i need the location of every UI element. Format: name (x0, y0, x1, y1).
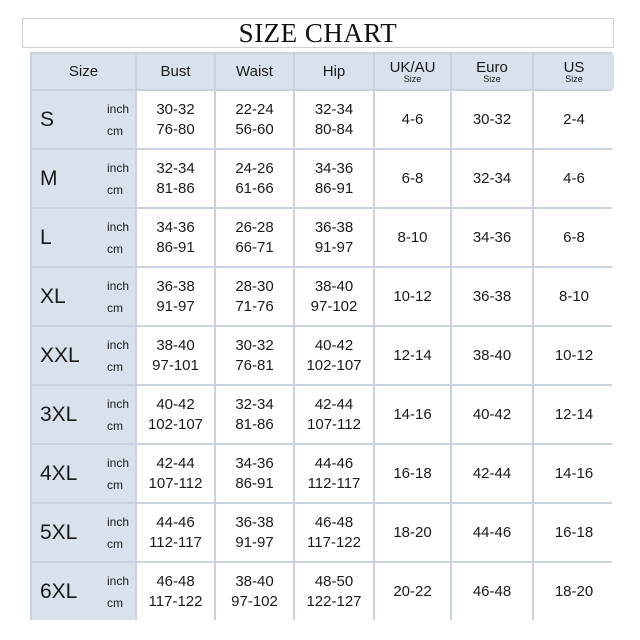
us-size-value: 18-20 (554, 582, 594, 600)
waist-cell (216, 327, 293, 384)
us-size-value: 2-4 (563, 110, 585, 128)
unit-cm-label: cm (106, 300, 123, 315)
page-title: SIZE CHART (238, 17, 398, 48)
waist-values (235, 513, 273, 553)
us-size-value: 4-6 (563, 169, 585, 187)
euro-size-value: 38-40 (472, 346, 512, 364)
waist-cm-value: 76-81 (235, 356, 274, 374)
hip-cm-value: 117-122 (307, 533, 361, 551)
hip-cell (295, 268, 373, 325)
waist-inch-value: 38-40 (235, 572, 274, 590)
euro-size-value: 40-42 (472, 405, 512, 423)
unit-labels (107, 216, 129, 260)
bust-inch-value: 30-32 (156, 100, 195, 118)
ukau-size-value: 16-18 (393, 464, 432, 482)
hip-cell (295, 386, 373, 443)
bust-inch-value: 32-34 (156, 159, 195, 177)
euro-size-value: 46-48 (472, 582, 512, 600)
bust-values (149, 572, 203, 612)
bust-inch-value: 34-36 (156, 218, 195, 236)
size-cell (32, 209, 135, 266)
hip-values (306, 336, 361, 376)
unit-inch-label: inch (106, 396, 129, 411)
waist-values (235, 395, 273, 435)
ukau-cell (375, 91, 450, 148)
unit-cm-label: cm (106, 536, 123, 551)
unit-labels (107, 275, 129, 319)
size-label: XXL (40, 343, 80, 367)
bust-cell (137, 386, 214, 443)
us-size-value: 10-12 (554, 346, 594, 364)
size-cell (32, 563, 135, 620)
waist-inch-value: 36-38 (235, 513, 274, 531)
waist-cm-value: 56-60 (235, 120, 274, 138)
bust-cm-value: 112-117 (149, 533, 202, 551)
size-cell (32, 327, 135, 384)
bust-cm-value: 81-86 (156, 179, 195, 197)
hip-values (307, 395, 361, 435)
ukau-cell (375, 150, 450, 207)
bust-values (156, 218, 194, 258)
waist-cm-value: 91-97 (235, 533, 274, 551)
unit-cm-label: cm (106, 477, 123, 492)
size-label: 3XL (40, 402, 78, 426)
us-cell (534, 445, 614, 502)
header-ukau: UK/AU Size (375, 54, 450, 89)
hip-inch-value: 40-42 (314, 336, 354, 354)
size-label: S (40, 107, 55, 131)
hip-cm-value: 107-112 (307, 415, 361, 433)
waist-cm-value: 66-71 (235, 238, 274, 256)
euro-cell (452, 327, 532, 384)
waist-values (235, 454, 273, 494)
euro-cell (452, 150, 532, 207)
size-cell (32, 268, 135, 325)
waist-cell (216, 445, 293, 502)
hip-inch-value: 46-48 (314, 513, 354, 531)
bust-inch-value: 46-48 (156, 572, 195, 590)
waist-cell (216, 386, 293, 443)
hip-values (315, 159, 353, 199)
unit-inch-label: inch (106, 337, 129, 352)
euro-cell (452, 268, 532, 325)
hip-cell (295, 563, 373, 620)
euro-cell (452, 91, 532, 148)
us-cell (534, 209, 614, 266)
bust-cell (137, 209, 214, 266)
size-cell (32, 386, 135, 443)
bust-values (148, 395, 203, 435)
bust-inch-value: 42-44 (156, 454, 195, 472)
us-size-value: 14-16 (554, 464, 594, 482)
bust-cell (137, 504, 214, 561)
hip-inch-value: 48-50 (314, 572, 354, 590)
header-us: US Size (534, 54, 614, 89)
hip-cell (295, 150, 373, 207)
ukau-size-value: 14-16 (393, 405, 432, 423)
unit-labels (107, 334, 129, 378)
euro-size-value: 30-32 (472, 110, 512, 128)
bust-inch-value: 36-38 (156, 277, 195, 295)
size-chart-table (30, 52, 612, 620)
ukau-cell (375, 563, 450, 620)
bust-cell (137, 150, 214, 207)
hip-values (308, 454, 361, 494)
bust-inch-value: 44-46 (156, 513, 195, 531)
size-cell (32, 445, 135, 502)
waist-cm-value: 97-102 (231, 592, 278, 610)
header-size: Size (32, 54, 135, 89)
waist-cell (216, 91, 293, 148)
unit-labels (107, 570, 129, 614)
hip-cm-value: 112-117 (307, 474, 361, 492)
hip-cm-value: 102-107 (306, 356, 362, 374)
euro-size-value: 42-44 (472, 464, 512, 482)
us-cell (534, 504, 614, 561)
unit-cm-label: cm (106, 241, 123, 256)
us-size-value: 12-14 (554, 405, 594, 423)
unit-labels (107, 511, 129, 555)
waist-inch-value: 32-34 (235, 395, 274, 413)
header-hip: Hip (295, 54, 373, 89)
unit-labels (107, 393, 129, 437)
waist-cell (216, 563, 293, 620)
header-euro: Euro Size (452, 54, 532, 89)
waist-inch-value: 22-24 (235, 100, 274, 118)
waist-inch-value: 34-36 (235, 454, 274, 472)
hip-cm-value: 122-127 (306, 592, 362, 610)
waist-inch-value: 26-28 (235, 218, 274, 236)
waist-cell (216, 504, 293, 561)
header-waist: Waist (216, 54, 293, 89)
us-cell (534, 150, 614, 207)
us-cell (534, 268, 614, 325)
waist-cm-value: 81-86 (235, 415, 274, 433)
ukau-cell (375, 209, 450, 266)
waist-cm-value: 61-66 (235, 179, 274, 197)
us-cell (534, 91, 614, 148)
size-label: XL (40, 284, 66, 308)
ukau-size-value: 20-22 (393, 582, 432, 600)
bust-values (156, 277, 194, 317)
unit-inch-label: inch (106, 219, 129, 234)
hip-inch-value: 36-38 (314, 218, 354, 236)
unit-cm-label: cm (106, 123, 123, 138)
hip-inch-value: 44-46 (314, 454, 354, 472)
hip-values (315, 100, 353, 140)
unit-inch-label: inch (106, 455, 129, 470)
bust-cell (137, 268, 214, 325)
euro-cell (452, 504, 532, 561)
ukau-cell (375, 268, 450, 325)
bust-cm-value: 117-122 (148, 592, 203, 610)
waist-cell (216, 268, 293, 325)
bust-cell (137, 563, 214, 620)
bust-cm-value: 97-101 (152, 356, 199, 374)
bust-cm-value: 107-112 (148, 474, 203, 492)
bust-cell (137, 445, 214, 502)
bust-values (156, 100, 194, 140)
bust-cell (137, 327, 214, 384)
hip-values (307, 513, 361, 553)
unit-inch-label: inch (106, 101, 129, 116)
ukau-size-value: 4-6 (401, 110, 424, 128)
bust-cm-value: 91-97 (156, 297, 195, 315)
euro-cell (452, 563, 532, 620)
hip-cell (295, 445, 373, 502)
ukau-cell (375, 386, 450, 443)
hip-inch-value: 32-34 (314, 100, 354, 118)
bust-cm-value: 102-107 (147, 415, 204, 433)
ukau-cell (375, 504, 450, 561)
ukau-size-value: 10-12 (393, 287, 432, 305)
bust-inch-value: 38-40 (156, 336, 195, 354)
waist-values (235, 100, 273, 140)
us-size-value: 16-18 (554, 523, 594, 541)
size-cell (32, 150, 135, 207)
waist-inch-value: 24-26 (235, 159, 274, 177)
unit-labels (107, 157, 129, 201)
ukau-size-value: 12-14 (393, 346, 432, 364)
bust-values (149, 454, 203, 494)
euro-size-value: 32-34 (472, 169, 512, 187)
hip-cell (295, 327, 373, 384)
size-cell (32, 91, 135, 148)
ukau-size-value: 18-20 (393, 523, 432, 541)
unit-inch-label: inch (106, 278, 129, 293)
hip-cm-value: 91-97 (314, 238, 354, 256)
euro-size-value: 44-46 (472, 523, 512, 541)
us-cell (534, 386, 614, 443)
waist-cm-value: 71-76 (235, 297, 274, 315)
title-banner (22, 18, 614, 48)
unit-inch-label: inch (106, 160, 129, 175)
hip-values (315, 218, 353, 258)
waist-values (231, 572, 278, 612)
us-cell (534, 563, 614, 620)
us-size-value: 8-10 (558, 287, 590, 305)
waist-cell (216, 150, 293, 207)
hip-values (311, 277, 358, 317)
waist-inch-value: 28-30 (235, 277, 274, 295)
euro-size-value: 36-38 (472, 287, 512, 305)
hip-cell (295, 209, 373, 266)
euro-size-value: 34-36 (472, 228, 512, 246)
bust-cm-value: 86-91 (156, 238, 195, 256)
ukau-size-value: 8-10 (397, 228, 428, 246)
hip-inch-value: 34-36 (314, 159, 354, 177)
header-bust: Bust (137, 54, 214, 89)
unit-cm-label: cm (106, 182, 123, 197)
waist-values (235, 159, 273, 199)
hip-cell (295, 504, 373, 561)
hip-cm-value: 86-91 (314, 179, 354, 197)
hip-cell (295, 91, 373, 148)
unit-labels (107, 98, 129, 142)
unit-cm-label: cm (106, 359, 123, 374)
size-label: L (40, 225, 52, 249)
bust-cell (137, 91, 214, 148)
hip-cm-value: 97-102 (310, 297, 358, 315)
hip-inch-value: 42-44 (314, 395, 354, 413)
euro-cell (452, 445, 532, 502)
unit-cm-label: cm (106, 595, 123, 610)
ukau-cell (375, 445, 450, 502)
bust-inch-value: 40-42 (156, 395, 195, 413)
size-label: 4XL (40, 461, 78, 485)
size-label: M (40, 166, 58, 190)
size-cell (32, 504, 135, 561)
bust-values (156, 159, 194, 199)
bust-cm-value: 76-80 (156, 120, 195, 138)
bust-values (152, 336, 199, 376)
hip-inch-value: 38-40 (314, 277, 354, 295)
hip-values (306, 572, 361, 612)
size-label: 6XL (40, 579, 78, 603)
waist-values (235, 218, 273, 258)
us-cell (534, 327, 614, 384)
ukau-size-value: 6-8 (401, 169, 424, 187)
unit-inch-label: inch (106, 573, 129, 588)
waist-inch-value: 30-32 (235, 336, 274, 354)
unit-cm-label: cm (106, 418, 123, 433)
waist-values (235, 277, 273, 317)
waist-values (235, 336, 273, 376)
euro-cell (452, 209, 532, 266)
euro-cell (452, 386, 532, 443)
hip-cm-value: 80-84 (314, 120, 354, 138)
size-label: 5XL (40, 520, 78, 544)
ukau-cell (375, 327, 450, 384)
us-size-value: 6-8 (563, 228, 585, 246)
bust-values (149, 513, 202, 553)
unit-labels (107, 452, 129, 496)
unit-inch-label: inch (106, 514, 129, 529)
waist-cell (216, 209, 293, 266)
waist-cm-value: 86-91 (235, 474, 274, 492)
